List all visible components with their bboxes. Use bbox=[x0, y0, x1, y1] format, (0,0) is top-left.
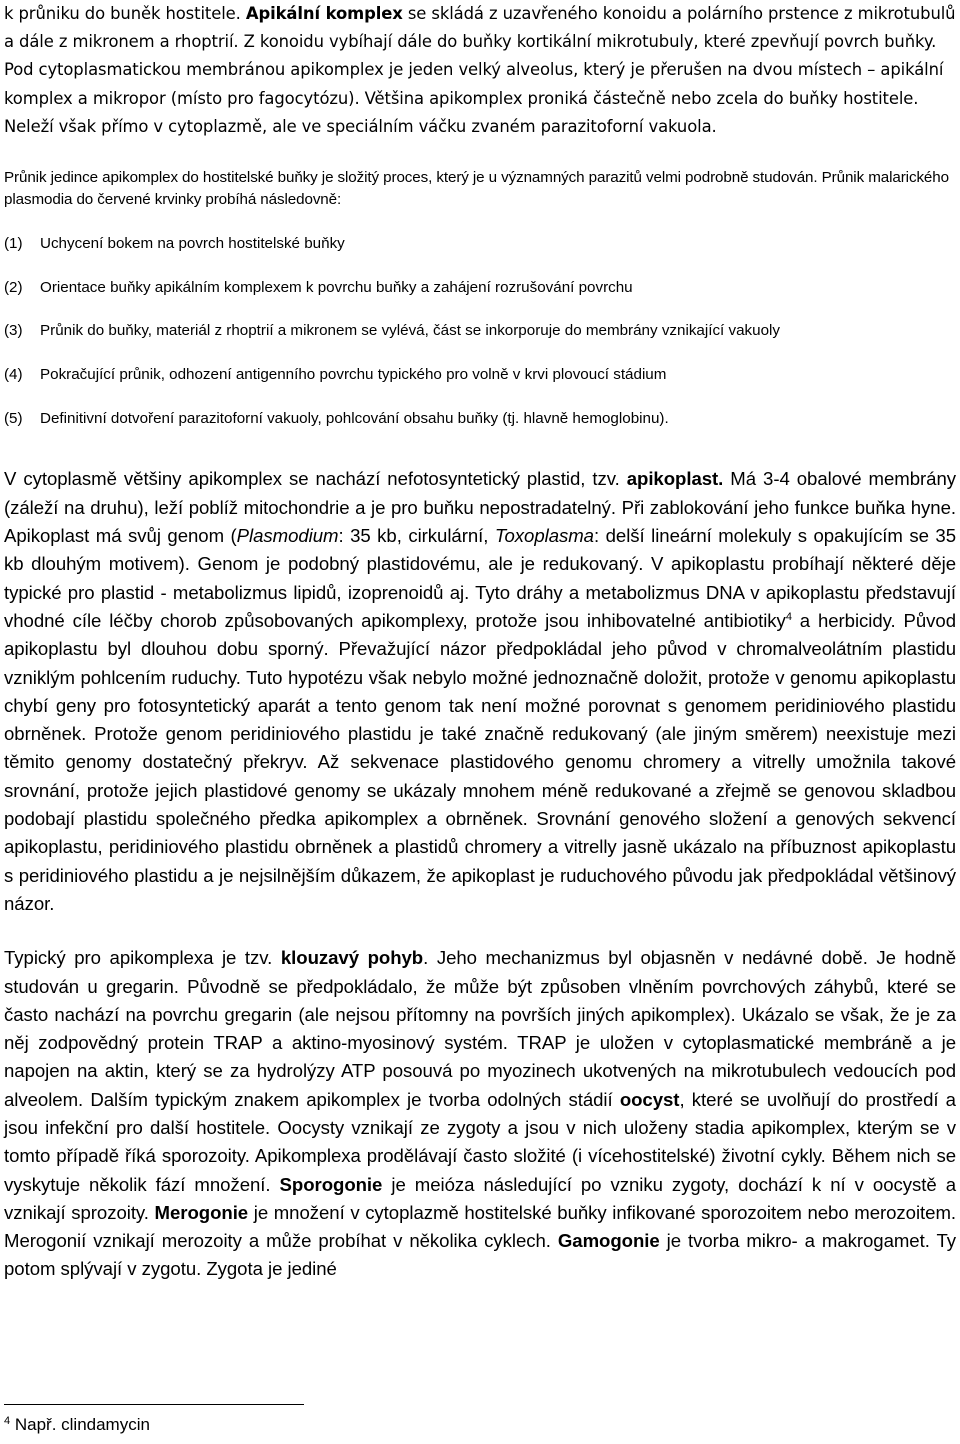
intro-text-cont: se skládá z uzavřeného konoidu a polárního prstence z mikrotubulů a dále z mikronem a rhoptrií. Z konoidu vybíhají dále do buňky kortikální mikrotubuly, které zpevňují povrch buňky. Pod cytoplasmatickou membránou apikomplex je jeden velký alveolus, který je přerušen na dvou místech – apikální komplex a mikropor (místo pro fagocytózu). Většina apikomplex proniká částečně nebo zcela do buňky hostitele. Neleží však přímo v cytoplazmě, ale ve speciálním váčku zvaném parazitoforní vakuola. bbox=[4, 4, 956, 136]
taxon-plasmodium: Plasmodium bbox=[236, 525, 339, 547]
list-item bbox=[4, 320, 956, 364]
step-text: Definitivní dotvoření parazitoforní vakuoly, pohlcování obsahu buňky (tj. hlavně hemoglobinu). bbox=[40, 409, 669, 427]
footnote bbox=[4, 1414, 150, 1436]
term-apical-complex: Apikální komplex bbox=[245, 4, 403, 23]
term-apicoplast: apikoplast. bbox=[626, 468, 724, 490]
apicoplast-text: : delší lineární molekuly s opakujícím se 35 kb dlouhým motivem). Genom je podobný plastidovému, ale je redukovaný. V apikoplastu probíhají některé děje typické pro plastid - metabolizmus lipidů, izoprenoidů aj. Tyto dráhy a metabolizmus DNA v apikoplastu představují vhodné cíle léčby chorob způsobovaných apikomplexy, protože jsou inhibovatelné antibiotiky bbox=[4, 525, 956, 631]
apicoplast-text: : 35 kb, cirkulární, bbox=[338, 525, 495, 547]
apicoplast-paragraph bbox=[4, 465, 956, 918]
footnote-number: 4 bbox=[4, 1415, 11, 1427]
gliding-text: je množení v cytoplazmě hostitelské buňky infikované sporozoitem nebo merozoitem. Merogonií vznikají merozoity a může probíhat v několika cyklech. bbox=[4, 1201, 956, 1252]
list-item bbox=[4, 408, 956, 452]
apicoplast-text: a herbicidy. Původ apikoplastu byl dlouhou dobu sporný. Převažující názor předpokládal jeho původ v chromalveolátním plastidu vzniklým pohlcením ruduchy. Tuto hypotézu však nebylo možné jednoznačně doložit, protože v genomu apikoplastu chybí geny pro fotosyntetický aparát a tento genom tak není možné porovnat s genomem peridiniového plastidu obrněnek. Protože genom peridiniového plastidu je také značně redukovaný (ale jiným směrem) neexistuje mezi těmito genomy dostatečný překryv. Až sekvenace plastidového genomu chromery a vitrelly umožnila takové srovnání, protože jejich plastidové genomy se ukázaly mnohem méně redukované a zřejmě se genovou skladbou podobají plastidu společného předka apikomplex a obrněnek. Srovnání genového složení a genových sekvencí apikoplastu, peridiniového plastidu obrněnek a plastidů chromery a vitrelly jasně ukázalo na příbuznost apikoplastu s peridiniového plastidu a je nejsilnějším důkazem, že apikoplast je ruduchového původu jak předpokládal většinový názor. bbox=[4, 609, 956, 914]
taxon-toxoplasma: Toxoplasma bbox=[494, 525, 594, 547]
step-number: (2) bbox=[4, 278, 23, 296]
gliding-text: . Jeho mechanizmus byl objasněn v nedávné době. Je hodně studován u gregarin. Původně se předpokládalo, že může být způsoben vlněním povrchových záhybů, které se často nachází na povrchu gregarin (ale nejsou přítomny na površích jiných apikomplex). Ukázalo se však, že je za něj zodpovědný protein TRAP a aktino-myosinový systém. TRAP je uložen v cytoplasmatické membráně a je napojen na aktin, který se za hydrolýzy ATP posouvá po myozinech ukotvených na mikrotubulech vedoucích pod alveolem. Dalším typickým znakem apikomplex je tvorba odolných stádií bbox=[4, 947, 957, 1110]
list-item bbox=[4, 364, 956, 408]
step-number: (4) bbox=[4, 366, 23, 384]
intro-text: k průniku do buněk hostitele. bbox=[4, 4, 246, 23]
gliding-paragraph bbox=[4, 944, 956, 1284]
document-page bbox=[4, 0, 956, 1284]
step-number: (5) bbox=[4, 409, 23, 427]
step-text: Průnik do buňky, materiál z rhoptrií a mikronem se vylévá, část se inkorporuje do membrány vznikající vakuoly bbox=[40, 322, 780, 340]
step-number: (3) bbox=[4, 322, 23, 340]
footnote-divider bbox=[4, 1404, 304, 1405]
list-item bbox=[4, 233, 956, 277]
term-gamogony: Gamogonie bbox=[557, 1230, 660, 1252]
gliding-text: , které se uvolňují do prostředí a jsou infekční pro další hostitele. Oocysty vznikají ze zygoty a jsou v nich uloženy stadia apikomplex, kterým se v tomto případě říká sporozoity. Apikomplexa prodělávají často složité (i vícehostitelské) životní cykly. Během nich se vyskytuje několik fází množení. bbox=[4, 1088, 956, 1195]
step-number: (1) bbox=[4, 235, 23, 253]
apicoplast-text: Má 3-4 obalové membrány (záleží na druhu), leží poblíž mitochondrie a je pro buňku nepostradatelný. Při zablokování jeho funkce buňka hyne. Apikoplast má svůj genom ( bbox=[4, 468, 956, 547]
term-oocyst: oocyst bbox=[619, 1088, 680, 1110]
invasion-steps-list bbox=[4, 233, 956, 451]
term-sporogony: Sporogonie bbox=[279, 1173, 383, 1195]
list-item bbox=[4, 277, 956, 321]
footnote-text: Např. clindamycin bbox=[10, 1415, 150, 1434]
apicoplast-text: V cytoplasmě většiny apikomplex se nachází nefotosyntetický plastid, tzv. bbox=[4, 468, 627, 490]
step-text: Uchycení bokem na povrch hostitelské buňky bbox=[40, 235, 345, 253]
gliding-text: je tvorba mikro- a makrogamet. Ty potom splývají v zygotu. Zygota je jediné bbox=[4, 1230, 956, 1280]
gliding-text: je meióza následující po vzniku zygoty, dochází k ní v oocystě a vznikají sprozoity. bbox=[4, 1173, 956, 1223]
footnote-ref[interactable]: 4 bbox=[785, 610, 792, 623]
step-text: Pokračující průnik, odhození antigenního povrchu typického pro volně v krvi plovoucí stádium bbox=[40, 366, 667, 384]
gliding-text: Typický pro apikomplexa je tzv. bbox=[4, 947, 281, 969]
term-gliding-motility: klouzavý pohyb bbox=[280, 947, 424, 969]
intro-paragraph bbox=[4, 0, 956, 141]
step-text: Orientace buňky apikálním komplexem k povrchu buňky a zahájení rozrušování povrchu bbox=[40, 278, 633, 296]
invasion-paragraph: Průnik jedince apikomplex do hostitelské buňky je složitý proces, který je u významných parazitů velmi podrobně studován. Průnik malarického plasmodia do červené krvinky probíhá následovně: bbox=[4, 169, 949, 209]
term-merogony: Merogonie bbox=[154, 1201, 249, 1223]
